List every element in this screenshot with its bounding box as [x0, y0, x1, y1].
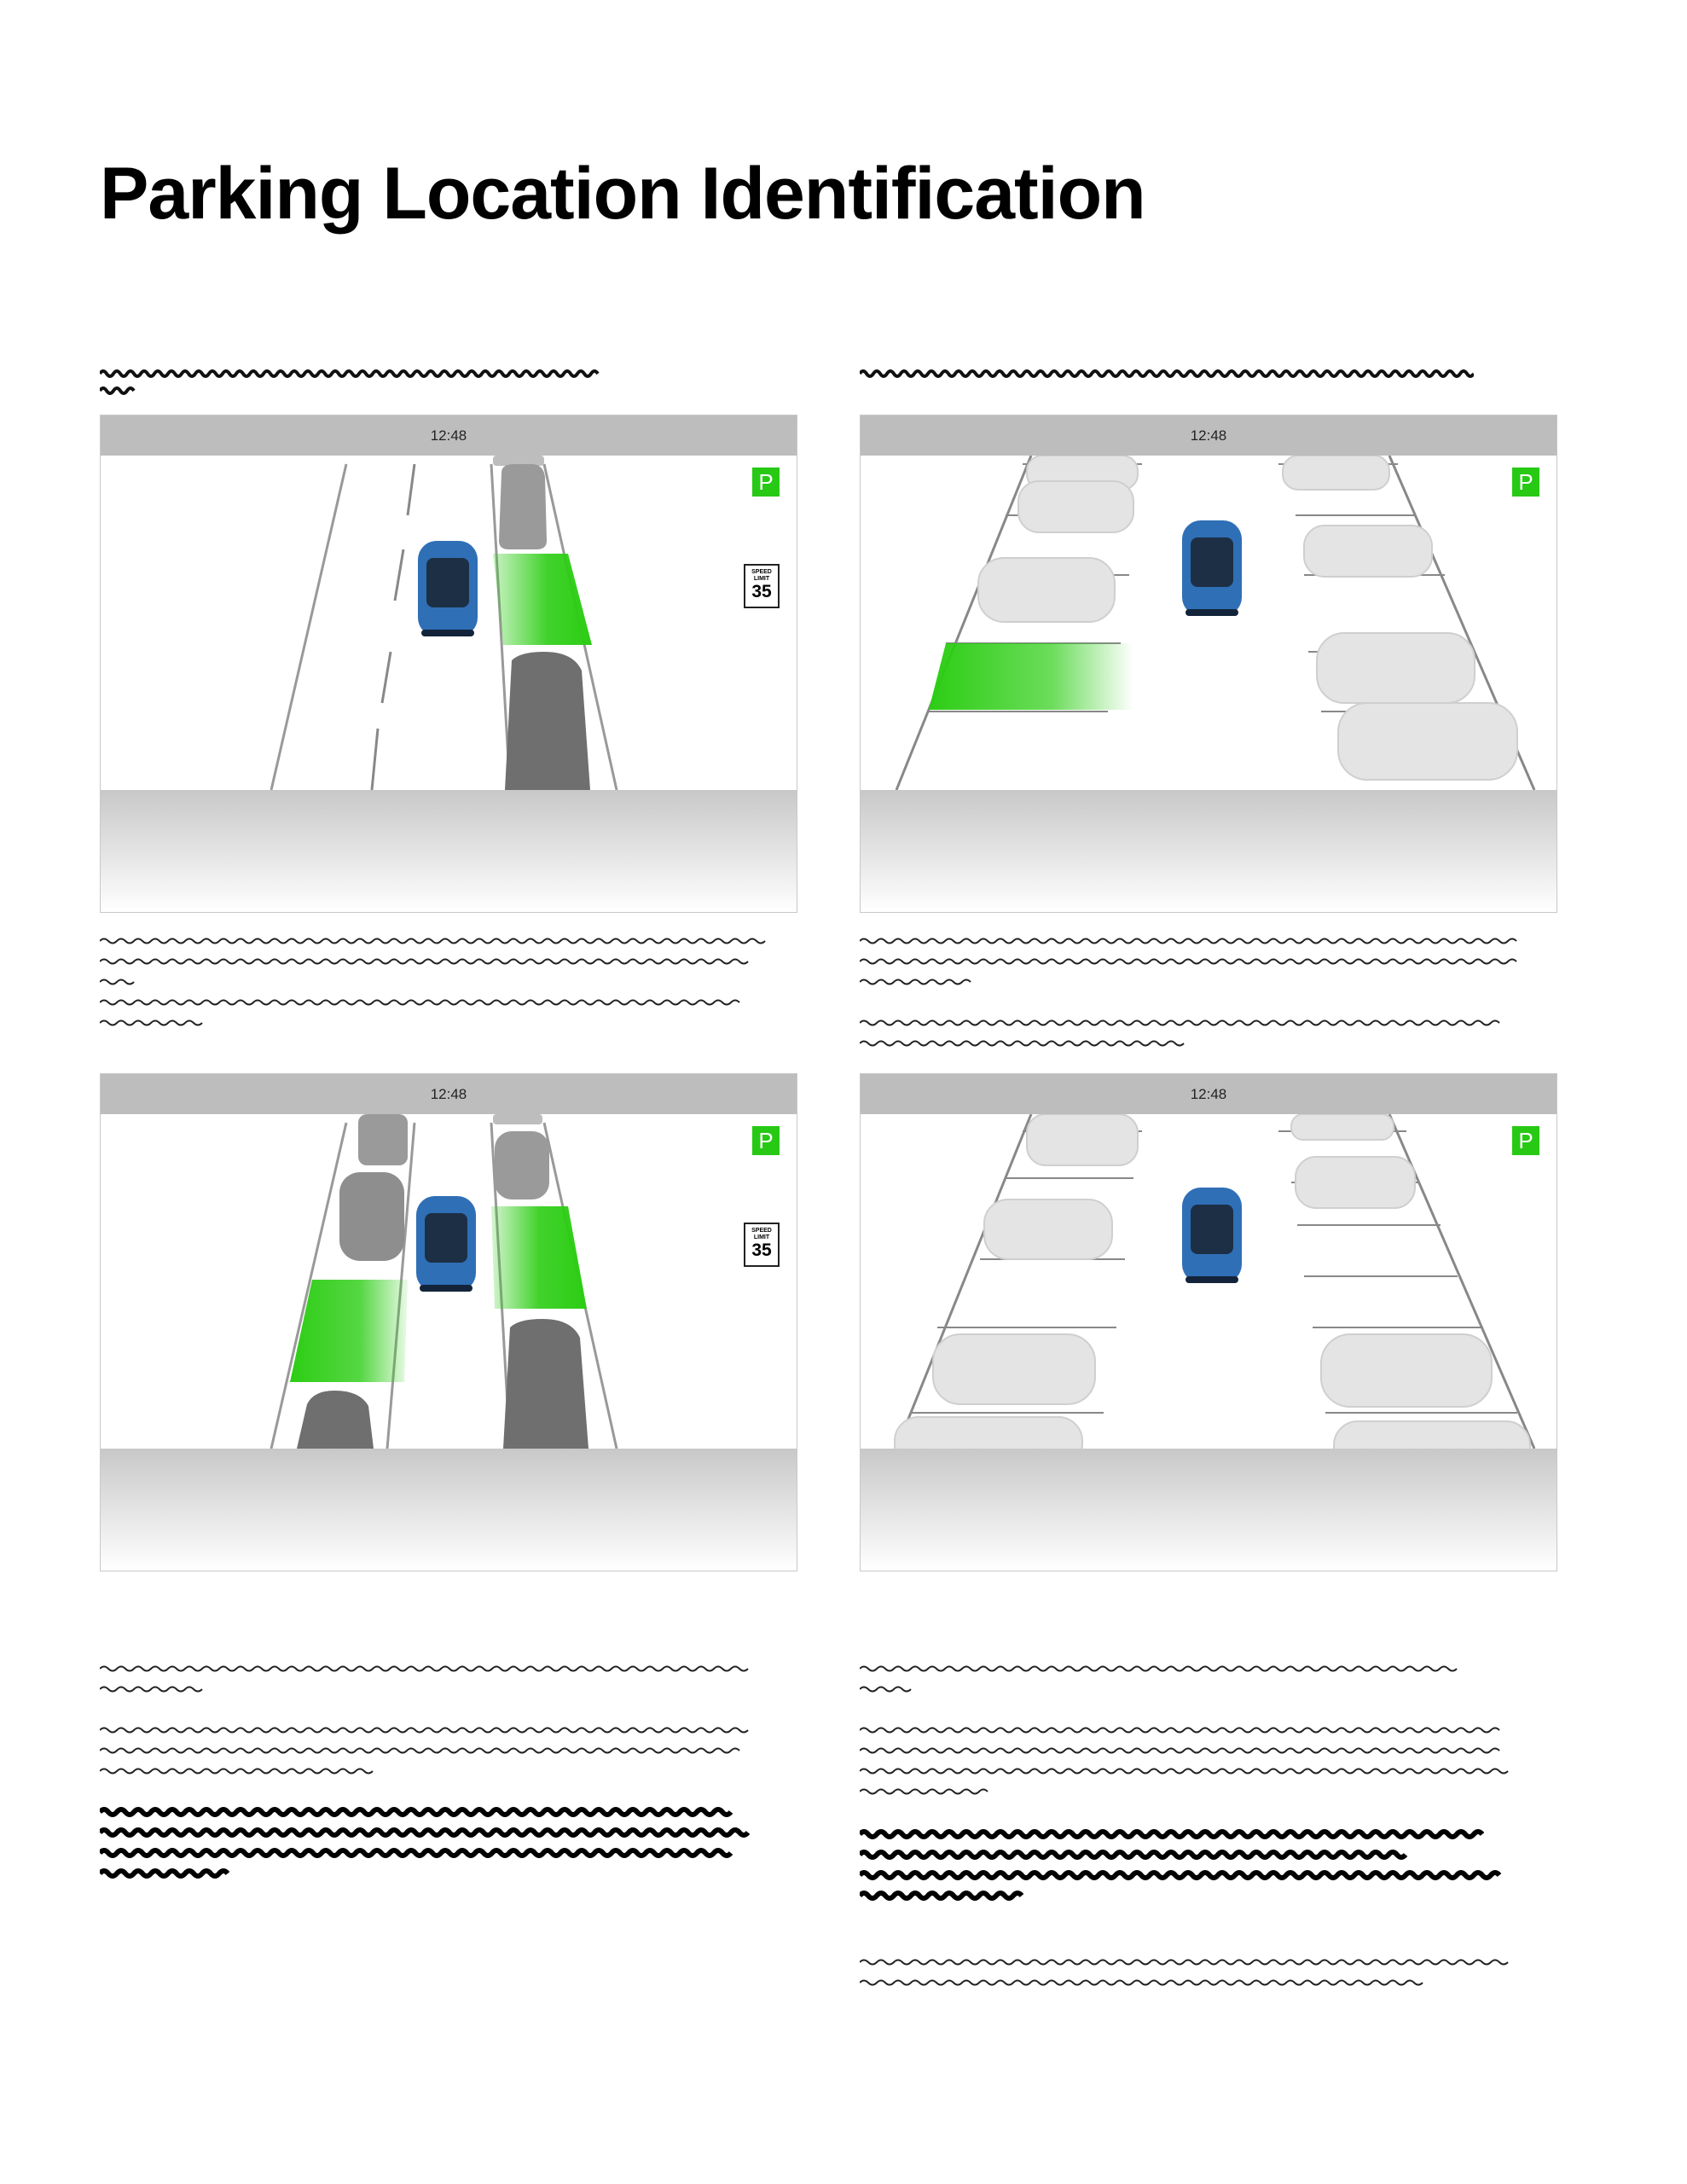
body-text-left-2 — [100, 1662, 782, 1892]
ground-gradient — [861, 1449, 1557, 1571]
parking-spot-highlight — [491, 1206, 587, 1309]
speed-limit-caption: SPEED LIMIT — [751, 569, 772, 582]
status-bar — [101, 1074, 797, 1114]
clock: 12:48 — [430, 427, 467, 444]
speed-limit-value: 35 — [751, 1240, 772, 1260]
parked-car-icon — [978, 456, 1517, 780]
caption-top-right — [860, 365, 1474, 382]
parking-badge-icon: P — [752, 1126, 780, 1155]
ground-gradient — [861, 790, 1557, 912]
clock: 12:48 — [430, 1085, 467, 1102]
parking-spot-highlight — [929, 643, 1133, 710]
ego-car-icon — [1182, 1188, 1242, 1283]
display-screen-3 — [100, 1073, 797, 1571]
display-screen-1 — [100, 415, 797, 913]
page-title: Parking Location Identification — [100, 153, 1145, 235]
body-text-left-1 — [100, 934, 782, 1037]
status-bar — [101, 415, 797, 456]
ego-car-icon — [418, 541, 478, 636]
speed-limit-sign-icon — [744, 1223, 780, 1267]
display-screen-2 — [860, 415, 1557, 913]
lot-scene — [861, 1114, 1557, 1449]
parking-badge-icon: P — [752, 468, 780, 497]
ego-car-icon — [416, 1196, 476, 1292]
caption-top-left — [100, 365, 629, 399]
clock: 12:48 — [1190, 427, 1227, 444]
lot-scene — [861, 456, 1557, 790]
speed-limit-value: 35 — [751, 582, 772, 601]
status-bar — [861, 415, 1557, 456]
parking-badge-icon: P — [1512, 468, 1539, 497]
body-text-right-1 — [860, 934, 1559, 1054]
road-scene — [101, 456, 797, 790]
ground-gradient — [101, 1449, 797, 1571]
speed-limit-caption: SPEED LIMIT — [751, 1228, 772, 1240]
clock: 12:48 — [1190, 1085, 1227, 1102]
parking-badge-icon: P — [1512, 1126, 1539, 1155]
status-bar — [861, 1074, 1557, 1114]
display-screen-4 — [860, 1073, 1557, 1571]
speed-limit-sign-icon — [744, 564, 780, 608]
body-text-right-2 — [860, 1662, 1559, 2003]
ground-gradient — [101, 790, 797, 912]
road-scene — [101, 1114, 797, 1449]
ego-car-icon — [1182, 520, 1242, 616]
